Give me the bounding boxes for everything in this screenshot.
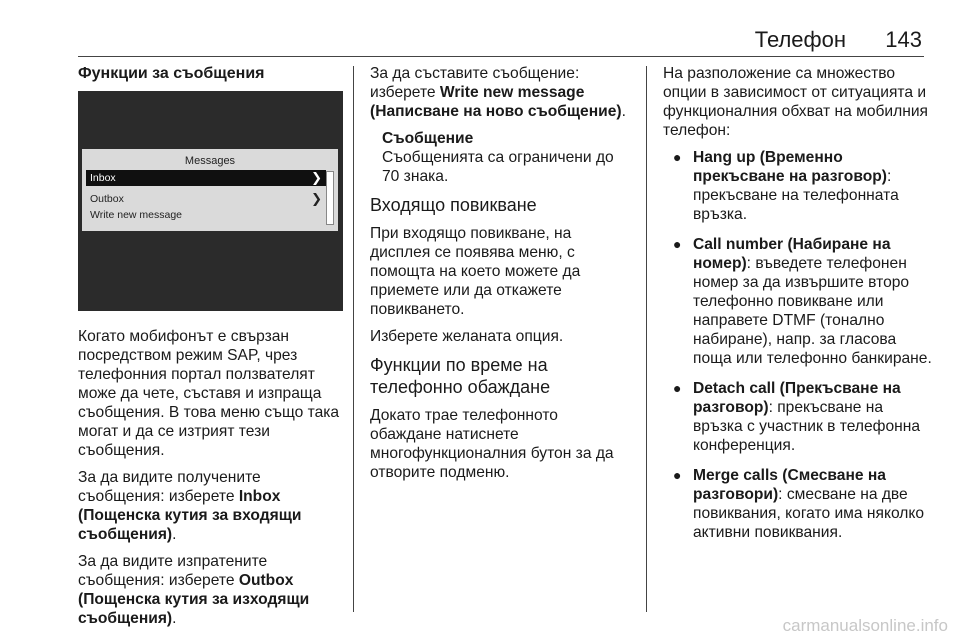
list-item: ● Merge calls (Смесване на разговори): смесване на две повиквания, когато има няколко активни повиквания. <box>673 467 925 541</box>
display-screen <box>82 149 338 231</box>
chevron-right-icon: ❯ <box>311 191 322 206</box>
note-label: Съобщение <box>382 130 474 147</box>
paragraph: Изберете желаната опция. <box>370 328 564 345</box>
paragraph: Докато трае телефонното обаждане натиснете многофункционалния бутон за да отворите подменю. <box>370 407 614 481</box>
paragraph: При входящо повикване, на дисплея се появява меню, с помощта на което можете да приемете или да откажете повикването. <box>370 225 581 318</box>
header-rule <box>78 56 924 57</box>
column-divider-2 <box>646 66 647 612</box>
bullet-icon: ● <box>673 467 682 483</box>
messages-screen-image <box>78 91 343 311</box>
paragraph: Когато мобифонът е свързан посредством режим SAP, чрез телефонния портал ползвателят може да чете, съставя и изпраща съобщения. В това меню също така могат и да се изтрият тези съобщения. <box>78 328 340 459</box>
list-item: ● Detach call (Прекъсване на разговор): прекъсване на връзка с участник в телефонна конференция. <box>673 380 921 454</box>
column-divider-1 <box>353 66 354 612</box>
menu-item-inbox: Inbox ❯ <box>86 170 326 186</box>
column-2 <box>370 64 632 490</box>
bullet-icon: ● <box>673 380 682 396</box>
note-text: Съобщенията са ограничени до 70 знака. <box>382 149 614 185</box>
paragraph: На разположение са множество опции в зависимост от ситуацията и функционалния обхват на мобилния телефон: <box>663 65 928 139</box>
paragraph: За да видите изпратените съобщения: изберете Outbox (Пощенска кутия за изходящи съобщения). <box>78 553 310 627</box>
column-3 <box>663 64 933 553</box>
section-title-messages: Функции за съобщения <box>78 65 265 82</box>
page-number: 143 <box>885 27 922 52</box>
watermark: carmanualsonline.info <box>782 616 948 635</box>
heading-during-call: Функции по време на телефонно обаждане <box>370 355 551 397</box>
bullet-icon: ● <box>673 149 682 165</box>
list-item: ● Hang up (Временно прекъсване на разговор): прекъсване на телефонната връзка. <box>673 149 899 223</box>
heading-incoming-call: Входящо повикване <box>370 195 537 215</box>
menu-item-outbox: Outbox ❯ <box>90 191 322 206</box>
scrollbar <box>326 171 334 225</box>
bullet-icon: ● <box>673 236 682 252</box>
list-item: ● Call number (Набиране на номер): въведете телефонен номер за да извършите второ телефонно повикване или направете DTMF (тонално набиране), напр. за гласова поща или телефонно банкиране. <box>673 236 932 367</box>
screen-title: Messages <box>184 155 236 167</box>
page-header <box>0 0 960 60</box>
chapter-title: Телефон <box>754 27 846 52</box>
paragraph: За да съставите съобщение: изберете Write new message (Написване на ново съобщение). <box>370 65 626 120</box>
options-list <box>663 148 933 542</box>
column-1 <box>78 64 343 636</box>
note-message <box>382 129 632 186</box>
chevron-right-icon: ❯ <box>311 170 322 185</box>
menu-item-write: Write new message <box>90 209 183 221</box>
paragraph: За да видите получените съобщения: изберете Inbox (Пощенска кутия за входящи съобщения). <box>78 469 302 543</box>
